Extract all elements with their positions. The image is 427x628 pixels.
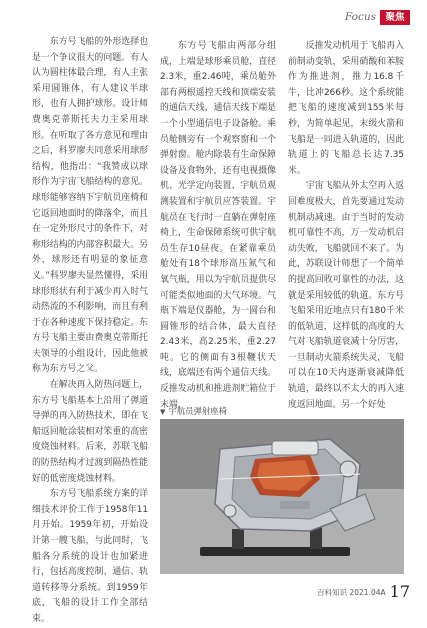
paragraph: 在解决再入防热问题上，东方号飞船基本上沿用了弹道导弹的再入防热技术，即在飞船返回舱涂装相对笨重的高密度烧蚀材料。后来，苏联飞船的防热结构才过渡到隔热性能好的低密度烧蚀材料。	[32, 380, 148, 484]
caption-text: 宇航员弹射座椅	[168, 406, 228, 416]
paragraph: 东方号飞船由两部分组成，上端是球形乘员舱，直径2.3米，重2.46吨，乘员舱外部有两根遥控天线和顶端安装的通信天线，通信天线下端是一个小型通信电子设备舱。乘员舱侧旁有一个观察窗和一个弹射窗。舱内除装有生命保障设备及食物外，还有电视摄像机、光学定向装置、宇航员观测装置和宇航员应答装置。宇航员在飞行时一直躺在弹射座椅上，生命保障系统可供宇航员生存10昼夜。在紧靠乘员舱处有18个球形高压氮气和氧气瓶，用以为宇航员提供尽可能类似地面的大气环境。气瓶下端是仪器舱，为一圆台和圆锥形的结合体，最大直径2.43米，高2.25米，重2.27吨。它的侧面有3根鞭状天线，底端还有两个通信天线。反推发动机和推进剂贮箱位于末端，	[160, 41, 276, 410]
section-title-en: Focus	[344, 11, 376, 23]
text-column-1	[32, 35, 148, 628]
text-column-2	[160, 39, 276, 413]
section-badge: 聚焦	[380, 10, 410, 25]
paragraph: 东方号飞船系统方案的详细技术评价工作于1958年11月开始。1959年初，开始设计第一艘飞船，与此同时，飞船各分系统的设计也加紧进行，包括高度控制、通信、轨道转移等分系统。到1959年底，飞船的设计工作全部结束。	[32, 489, 148, 624]
page-footer	[317, 582, 410, 601]
text-column-3	[288, 39, 404, 413]
ejection-seat-illustration	[160, 419, 404, 574]
magazine-issue: 百科知识 2021.04A	[317, 588, 386, 597]
paragraph: 宇宙飞船从外太空再入返回难度极大，首先要通过发动机制动减速。由于当时的发动机可靠性不高，万一发动机启动失败，飞船就回不来了。为此，苏联设计师想了一个简单的提高回收可靠性的办法，这就是采用较低的轨道。东方号飞船采用近地点只有180千米的低轨道，这样低的高度的大气对飞船轨道衰减十分厉害，一旦制动火箭系统失灵，飞船可以在10天内逐渐衰减降低轨道，最终以不太大的再入速度返回地面。另一个好处	[288, 181, 404, 410]
page-number: 17	[389, 582, 410, 601]
figure-caption	[160, 405, 227, 417]
paragraph: 反推发动机用于飞船再入前制动变轨，采用硝酸和苯胺作为推进剂，推力16.8千牛，比冲266秒。这个系统能把飞船的速度减到155米每秒，为简单起见，末级火箭和飞船是一同进入轨道的，因此轨道上的飞船总长达7.35米。	[288, 41, 404, 176]
paragraph: 东方号飞船的外形选择也是一个争议很大的问题。有人认为圆柱体最合理，有人主张采用圆锥体，有人建议半球形，也有人拥护球形。设计师费奥克蒂斯托夫力主采用球形。在听取了各方意见和理由之后，科罗廖夫同意采用球形结构，他指出：“我赞成以球形作为宇宙飞船结构的意见。球形能够容纳下宇航员座椅和它返回地面时的降落伞，而且在一定外形尺寸的条件下，对称形结构的内部容积最大。另外，球形还有明显的象征意义。”科罗廖夫显然懂得，采用球形形状有利于减少再入时气动热流的不利影响，而且有利于在各种速度下保持稳定。东方号飞船主要由费奥克蒂斯托夫领导的小组设计，因此他被称为东方号之父。	[32, 37, 148, 375]
triangle-down-icon: ▼	[160, 408, 166, 416]
ejection-seat-photo	[160, 419, 404, 574]
